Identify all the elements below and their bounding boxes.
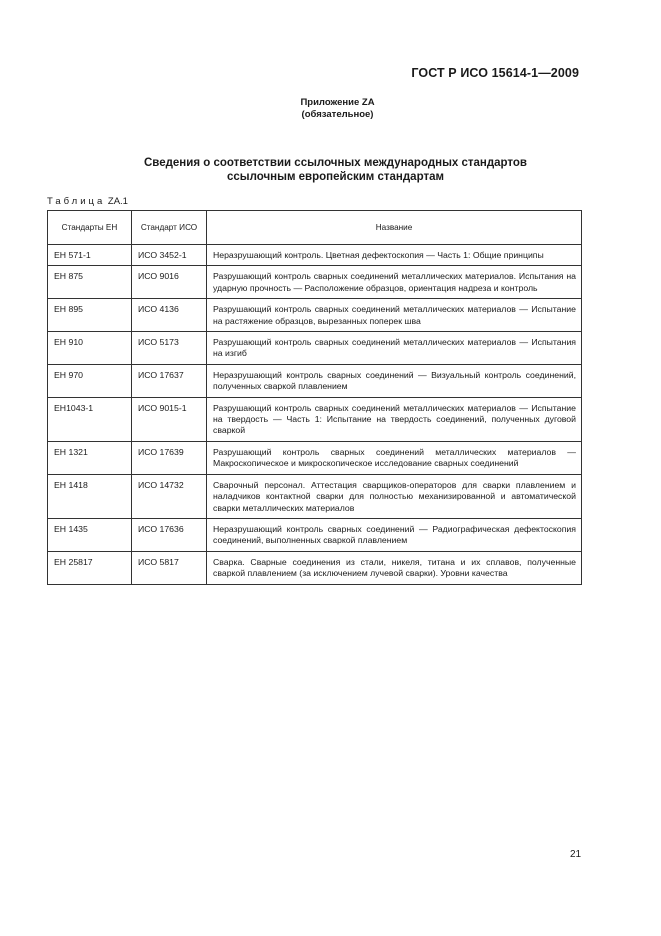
column-header-name: Название [207, 211, 582, 245]
cell-iso: ИСО 17637 [132, 364, 207, 397]
table-caption-id: ZA.1 [107, 196, 128, 207]
document-code: ГОСТ Р ИСО 15614-1—2009 [411, 66, 579, 80]
cell-en: ЕН 25817 [48, 551, 132, 584]
cell-iso: ИСО 17636 [132, 518, 207, 551]
column-header-en: Стандарты ЕН [48, 211, 132, 245]
table-row [48, 518, 582, 551]
section-title-line-1: Сведения о соответствии ссылочных международных стандартов [143, 157, 527, 169]
table-row [48, 397, 582, 441]
standards-table [47, 210, 582, 585]
table-row [48, 364, 582, 397]
table-row [48, 332, 582, 365]
table-row [48, 266, 582, 299]
cell-en: ЕН 1435 [48, 518, 132, 551]
cell-en: ЕН 1321 [48, 441, 132, 474]
cell-en: ЕН 875 [48, 266, 132, 299]
appendix-title: Приложение ZA [300, 97, 375, 108]
table-row [48, 551, 582, 584]
section-title [0, 156, 661, 184]
cell-name: Разрушающий контроль сварных соединений металлических материалов — Испытание на растяжение образцов, вырезанных поперек шва [207, 299, 582, 332]
cell-iso: ИСО 14732 [132, 474, 207, 518]
table-row [48, 441, 582, 474]
cell-en: ЕН 895 [48, 299, 132, 332]
table-row [48, 299, 582, 332]
cell-name: Разрушающий контроль сварных соединений металлических материалов — Испытание на твердость — Часть 1: Испытание на твердость соединений, полученных дуговой сваркой [207, 397, 582, 441]
cell-iso: ИСО 9016 [132, 266, 207, 299]
cell-name: Разрушающий контроль сварных соединений металлических материалов. Испытания на ударную прочность — Расположение образцов, ориентация надреза и контроль [207, 266, 582, 299]
table-caption [47, 196, 128, 207]
table-header-row [48, 211, 582, 245]
cell-en: ЕН 910 [48, 332, 132, 365]
cell-name: Неразрушающий контроль сварных соединений — Радиографическая дефектоскопия соединений, выполненных сваркой плавлением [207, 518, 582, 551]
appendix-heading [0, 97, 661, 121]
cell-iso: ИСО 4136 [132, 299, 207, 332]
table-row [48, 245, 582, 266]
appendix-status: (обязательное) [301, 109, 374, 120]
cell-name: Неразрушающий контроль сварных соединений — Визуальный контроль соединений, полученных сваркой плавлением [207, 364, 582, 397]
cell-iso: ИСО 3452-1 [132, 245, 207, 266]
page-number: 21 [570, 849, 582, 860]
cell-name: Разрушающий контроль сварных соединений металлических материалов — Испытания на изгиб [207, 332, 582, 365]
cell-en: ЕН1043-1 [48, 397, 132, 441]
cell-en: ЕН 571-1 [48, 245, 132, 266]
cell-name: Сварочный персонал. Аттестация сварщиков-операторов для сварки плавлением и наладчиков контактной сварки для полностью механизированной и автоматической сварки металлических материалов [207, 474, 582, 518]
column-header-iso: Стандарт ИСО [132, 211, 207, 245]
cell-iso: ИСО 5817 [132, 551, 207, 584]
table-row [48, 474, 582, 518]
cell-name: Сварка. Сварные соединения из стали, никеля, титана и их сплавов, полученные сваркой плавлением (за исключением лучевой сварки). Уровни качества [207, 551, 582, 584]
cell-name: Разрушающий контроль сварных соединений металлических материалов — Макроскопическое и микроскопическое исследование сварных соединений [207, 441, 582, 474]
section-title-line-2: ссылочным европейским стандартам [227, 171, 444, 183]
cell-iso: ИСО 9015-1 [132, 397, 207, 441]
table-caption-word: Таблица [47, 196, 106, 207]
cell-iso: ИСО 17639 [132, 441, 207, 474]
cell-en: ЕН 1418 [48, 474, 132, 518]
cell-iso: ИСО 5173 [132, 332, 207, 365]
cell-name: Неразрушающий контроль. Цветная дефектоскопия — Часть 1: Общие принципы [207, 245, 582, 266]
cell-en: ЕН 970 [48, 364, 132, 397]
